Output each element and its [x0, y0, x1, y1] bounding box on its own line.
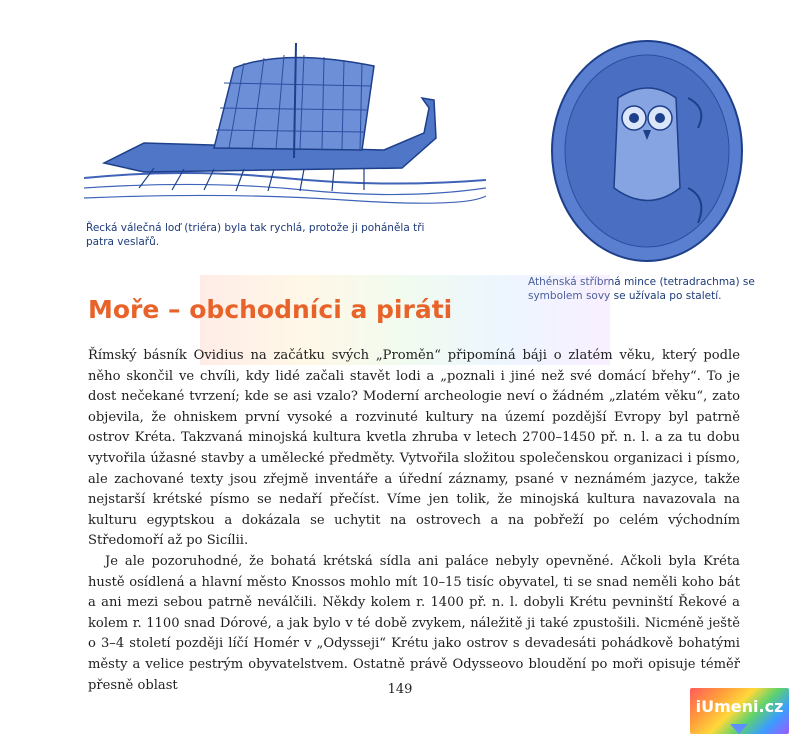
ship-caption: Řecká válečná loď (triéra) byla tak rychlá, protože ji poháněla tři patra veslařů.	[86, 222, 425, 248]
paragraph: Římský básník Ovidius na začátku svých „Proměn“ připomíná báji o zlatém věku, který podle něho skončil ve chvíli, kdy lidé začali stavět lodi a „poznali i jiné než své domácí břehy“. To je dost nečekané tvrzení; kde se asi vzalo? Moderní archeologie neví o žádném „zlatém věku“, zato objevila, že ohniskem první vysoké a rozvinuté kultury na území pozdější Evropy byl patrně ostrov Kréta. Takzvaná minojská kultura kvetla zhruba v letech 2700–1450 př. n. l. a za tu dobu vytvořila úžasné stavby a umělecké předměty. Vytvořila složitou společenskou organizaci i písmo, ale zachované texty jsou zřejmě inventáře a úřední záznamy, psané v neznámém jazyce, takže nejstarší krétské písmo se nedaří přečíst. Víme jen tolik, že minojská kultura navazovala na kulturu egyptskou a dokázala se uchytit na ostrovech a na pobřeží po celém východním Středomoří až po Sicílii.	[88, 348, 740, 549]
article-body	[88, 346, 740, 696]
page-number: 149	[387, 682, 413, 697]
owl-coin-illustration	[548, 38, 746, 264]
iumeni-logo[interactable]	[690, 688, 789, 734]
logo-text: iUmeni.cz	[695, 697, 784, 716]
trireme-illustration	[84, 38, 486, 206]
logo-pointer-icon	[730, 724, 748, 734]
paragraph: Je ale pozoruhodné, že bohatá krétská sídla ani paláce nebyly opevněné. Ačkoli byla Kréta hustě osídlená a hlavní město Knossos mohlo mít 10–15 tisíc obyvatel, ti se snad neměli koho bát a ani mezi sebou patrně neválčili. Někdy kolem r. 1400 př. n. l. dobyli Krétu pevninští Řekové a kolem r. 1100 snad Dórové, a jak bylo v té době zvykem, náležitě ji také zpustošili. Nicméně ještě o 3–4 století později líčí Homér v „Odysseji“ Krétu jako ostrov s devadesáti pohádkově bohatými městy a velice pestrým obyvatelstvem. Ostatně právě Odysseovo bloudění po moři opisuje téměř přesně oblast	[88, 553, 740, 693]
section-title: Moře – obchodníci a piráti	[88, 295, 453, 324]
coin-caption: Athénská stříbrná mince (tetradrachma) se symbolem sovy se užívala po staletí.	[528, 276, 755, 302]
